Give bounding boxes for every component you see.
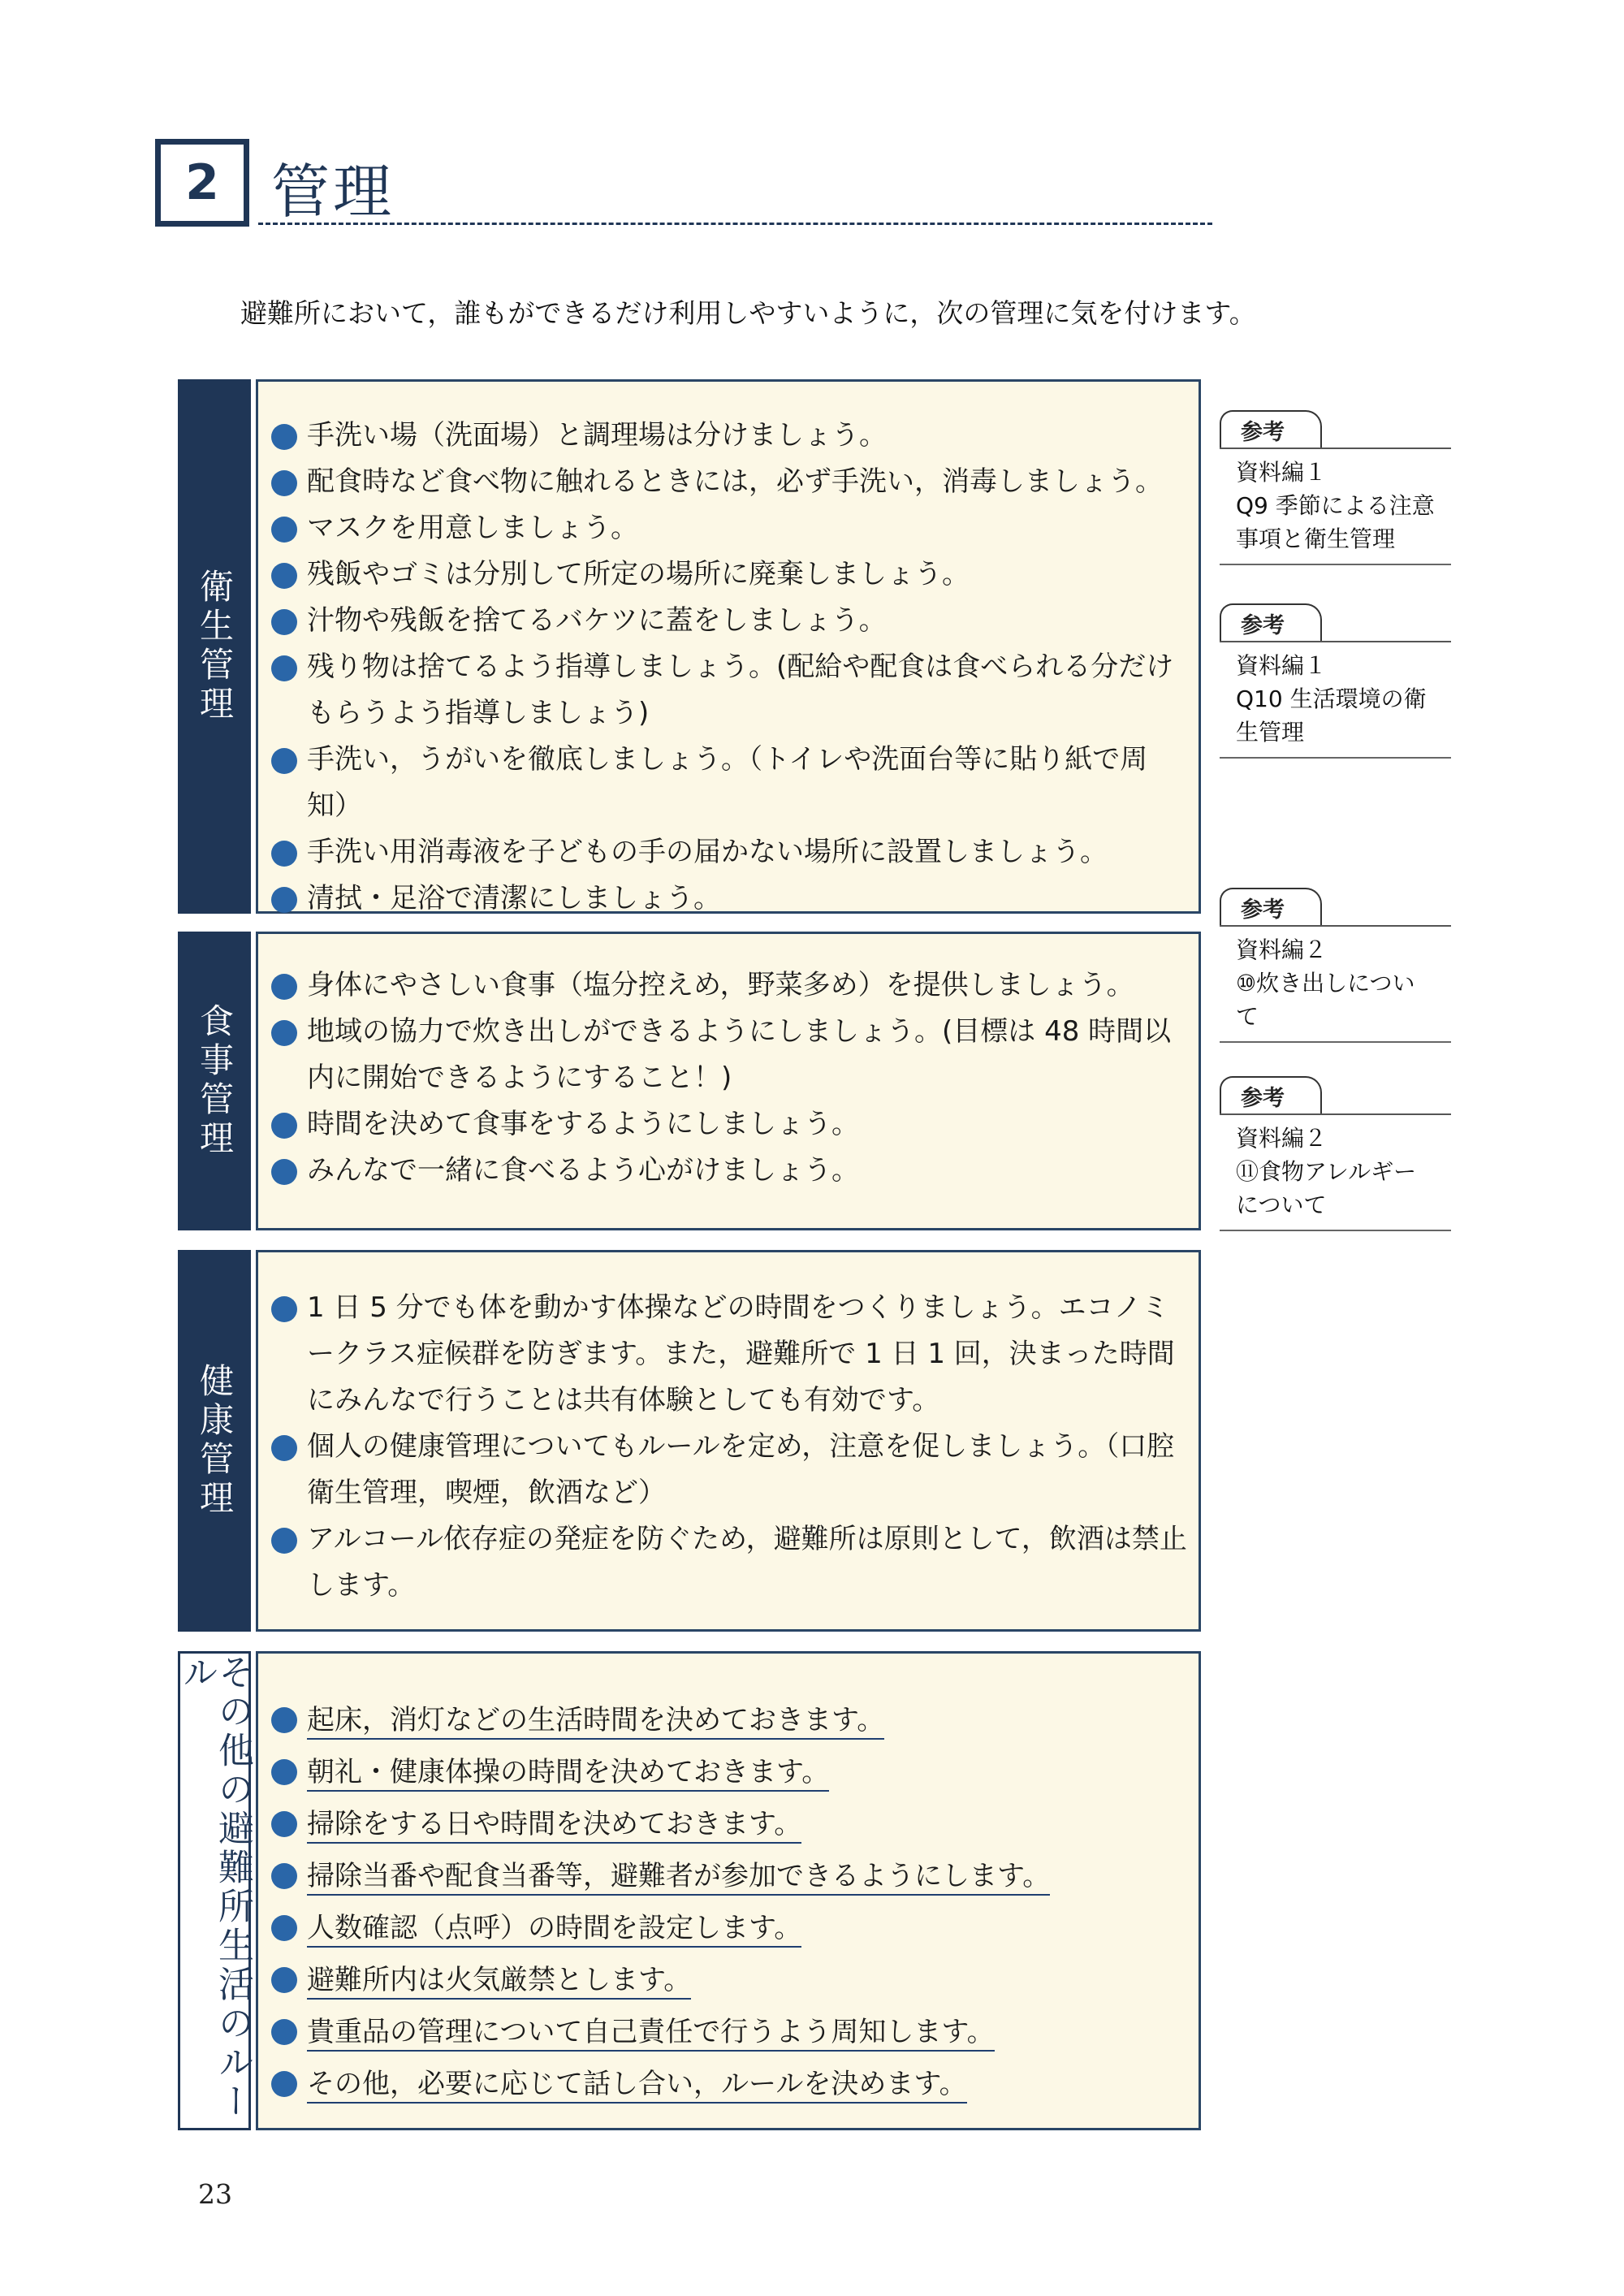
list-item: 掃除当番や配食当番等，避難者が参加できるようにします。 <box>271 1850 1189 1902</box>
bullet-icon <box>271 974 297 1000</box>
list-item: 1 日 5 分でも体を動かす体操などの時間をつくりましょう。エコノミークラス症候群を防ぎます。また，避難所で 1 日 1 回，決まった時間にみんなで行うことは共有体験としても有効です。 <box>271 1285 1189 1424</box>
bullet-icon <box>271 2019 297 2045</box>
reference-note: 参考 資料編１ Q9 季節による注意 事項と衛生管理 <box>1220 410 1451 565</box>
title-divider <box>258 223 1212 225</box>
bullet-icon <box>271 887 297 913</box>
intro-text: 避難所において，誰もができるだけ利用しやすいように，次の管理に気を付けます。 <box>240 297 1256 329</box>
section-label-meals: 食事管理 <box>178 932 251 1230</box>
bullet-icon <box>271 748 297 774</box>
bullet-icon <box>271 841 297 867</box>
bullet-icon <box>271 563 297 589</box>
list-item: その他，必要に応じて話し合い，ルールを決めます。 <box>271 2058 1189 2110</box>
bullet-icon <box>271 1113 297 1139</box>
list-item: 配食時など食べ物に触れるときには，必ず手洗い，消毒しましょう。 <box>271 459 1189 505</box>
list-item: 個人の健康管理についてもルールを定め，注意を促しましょう。（口腔衛生管理，喫煙，飲酒など） <box>271 1424 1189 1516</box>
reference-tab: 参考 <box>1220 1076 1322 1113</box>
bullet-icon <box>271 1159 297 1185</box>
list-item: アルコール依存症の発症を防ぐため，避難所は原則として，飲酒は禁止します。 <box>271 1516 1189 1609</box>
section-box-meals <box>256 932 1201 1230</box>
list-item: 身体にやさしい食事（塩分控えめ，野菜多め）を提供しましょう。 <box>271 962 1189 1009</box>
list-item: マスクを用意しましょう。 <box>271 505 1189 551</box>
bullet-icon <box>271 1863 297 1889</box>
list-item: 起床，消灯などの生活時間を決めておきます。 <box>271 1694 1189 1746</box>
bullet-icon <box>271 517 297 543</box>
section-number-box <box>155 139 249 227</box>
list-item: 手洗い，うがいを徹底しましょう。（トイレや洗面台等に貼り紙で周知） <box>271 737 1189 829</box>
bullet-icon <box>271 470 297 496</box>
list-item: 地域の協力で炊き出しができるようにしましょう。(目標は 48 時間以内に開始できるようにすること！) <box>271 1009 1189 1101</box>
bullet-icon <box>271 2071 297 2097</box>
bullet-icon <box>271 1435 297 1461</box>
bullet-icon <box>271 655 297 681</box>
reference-tab: 参考 <box>1220 410 1322 448</box>
list-item: 残飯やゴミは分別して所定の場所に廃棄しましょう。 <box>271 551 1189 598</box>
bullet-icon <box>271 424 297 450</box>
list-item: 手洗い場（洗面場）と調理場は分けましょう。 <box>271 413 1189 459</box>
page-number: 23 <box>198 2178 232 2210</box>
reference-note: 参考 資料編１ Q10 生活環境の衛 生管理 <box>1220 603 1451 759</box>
section-box-health <box>256 1250 1201 1632</box>
list-item: 残り物は捨てるよう指導しましょう。(配給や配食は食べられる分だけもらうよう指導しましょう) <box>271 644 1189 737</box>
list-item: 朝礼・健康体操の時間を決めておきます。 <box>271 1746 1189 1798</box>
bullet-icon <box>271 1707 297 1733</box>
section-label-rules: その他の避難所生活のルール <box>178 1651 251 2130</box>
list-item: 時間を決めて食事をするようにしましょう。 <box>271 1101 1189 1148</box>
list-item: 掃除をする日や時間を決めておきます。 <box>271 1798 1189 1850</box>
list-item: 清拭・足浴で清潔にしましょう。 <box>271 876 1189 922</box>
list-item: みんなで一緒に食べるよう心がけましょう。 <box>271 1148 1189 1194</box>
bullet-icon <box>271 1296 297 1322</box>
list-item: 避難所内は火気厳禁とします。 <box>271 1954 1189 2006</box>
bullet-icon <box>271 1967 297 1993</box>
reference-tab: 参考 <box>1220 888 1322 925</box>
section-label-hygiene: 衛生管理 <box>178 379 251 914</box>
bullet-icon <box>271 609 297 635</box>
list-item: 汁物や残飯を捨てるバケツに蓋をしましょう。 <box>271 598 1189 644</box>
bullet-icon <box>271 1759 297 1785</box>
bullet-icon <box>271 1915 297 1941</box>
bullet-icon <box>271 1811 297 1837</box>
list-item: 貴重品の管理について自己責任で行うよう周知します。 <box>271 2006 1189 2058</box>
section-number: 2 <box>185 154 219 211</box>
section-box-rules <box>256 1651 1201 2130</box>
reference-tab: 参考 <box>1220 603 1322 641</box>
list-item: 人数確認（点呼）の時間を設定します。 <box>271 1902 1189 1954</box>
section-box-hygiene <box>256 379 1201 914</box>
bullet-icon <box>271 1528 297 1554</box>
bullet-icon <box>271 1020 297 1046</box>
section-label-health: 健康管理 <box>178 1250 251 1632</box>
reference-note: 参考 資料編２ ⑩炊き出しについ て <box>1220 888 1451 1043</box>
page-title: 管理 <box>271 158 395 226</box>
list-item: 手洗い用消毒液を子どもの手の届かない場所に設置しましょう。 <box>271 829 1189 876</box>
reference-note: 参考 資料編２ ⑪食物アレルギー について <box>1220 1076 1451 1231</box>
